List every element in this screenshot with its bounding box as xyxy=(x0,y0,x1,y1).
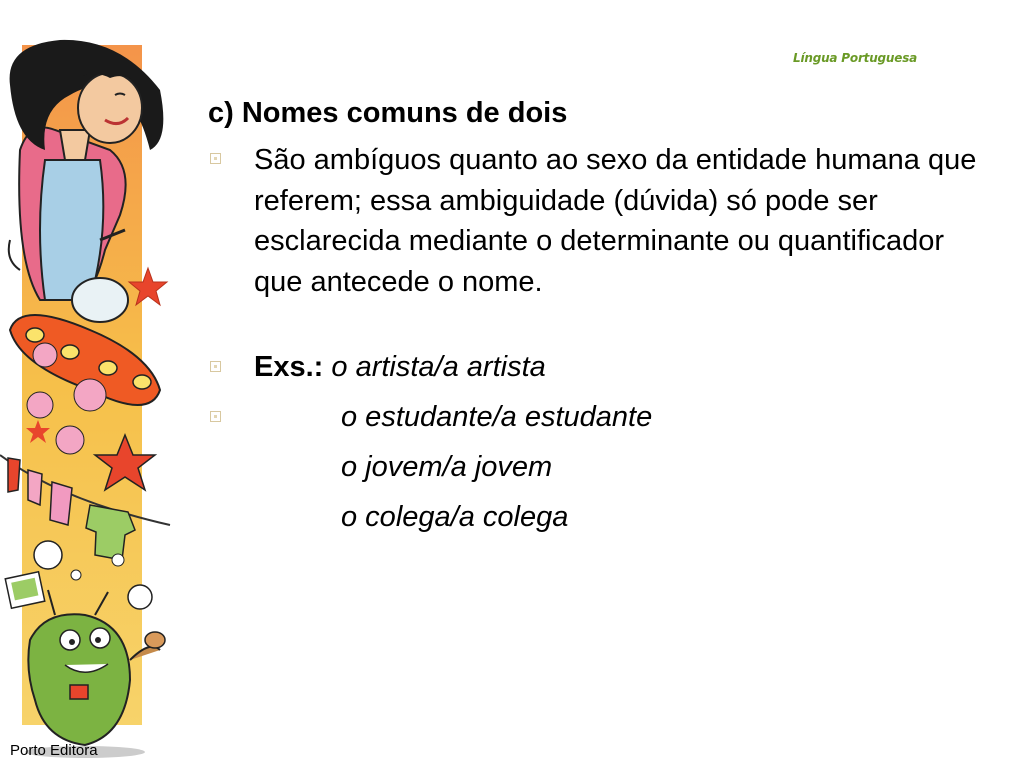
bullet-marker-icon xyxy=(210,411,221,422)
paragraph-text: São ambíguos quanto ao sexo da entidade humana que referem; essa ambiguidade (dúvida) só pode ser esclarecida mediante o determinante ou quantificador que antecede o nome. xyxy=(254,144,977,298)
bullet-paragraph xyxy=(208,140,998,302)
slide-heading: c) Nomes comuns de dois xyxy=(208,97,568,129)
slide-content xyxy=(208,95,998,542)
example-item: o jovem/a jovem xyxy=(341,451,553,483)
examples-label: Exs.: xyxy=(254,351,324,383)
examples-row-2 xyxy=(208,392,998,442)
examples-row-4 xyxy=(208,492,998,542)
bullet-marker-icon xyxy=(210,153,221,164)
examples-row-1 xyxy=(208,342,998,392)
photo-icon xyxy=(5,572,44,608)
publisher-label: Porto Editora xyxy=(10,742,98,759)
bullet-marker-icon xyxy=(210,361,221,372)
example-item: o artista/a artista xyxy=(331,351,546,383)
example-item: o colega/a colega xyxy=(341,501,569,533)
example-item: o estudante/a estudante xyxy=(341,401,653,433)
examples-row-3 xyxy=(208,442,998,492)
brand-logo: Língua Portuguesa xyxy=(793,51,918,65)
left-illustration xyxy=(0,0,175,768)
